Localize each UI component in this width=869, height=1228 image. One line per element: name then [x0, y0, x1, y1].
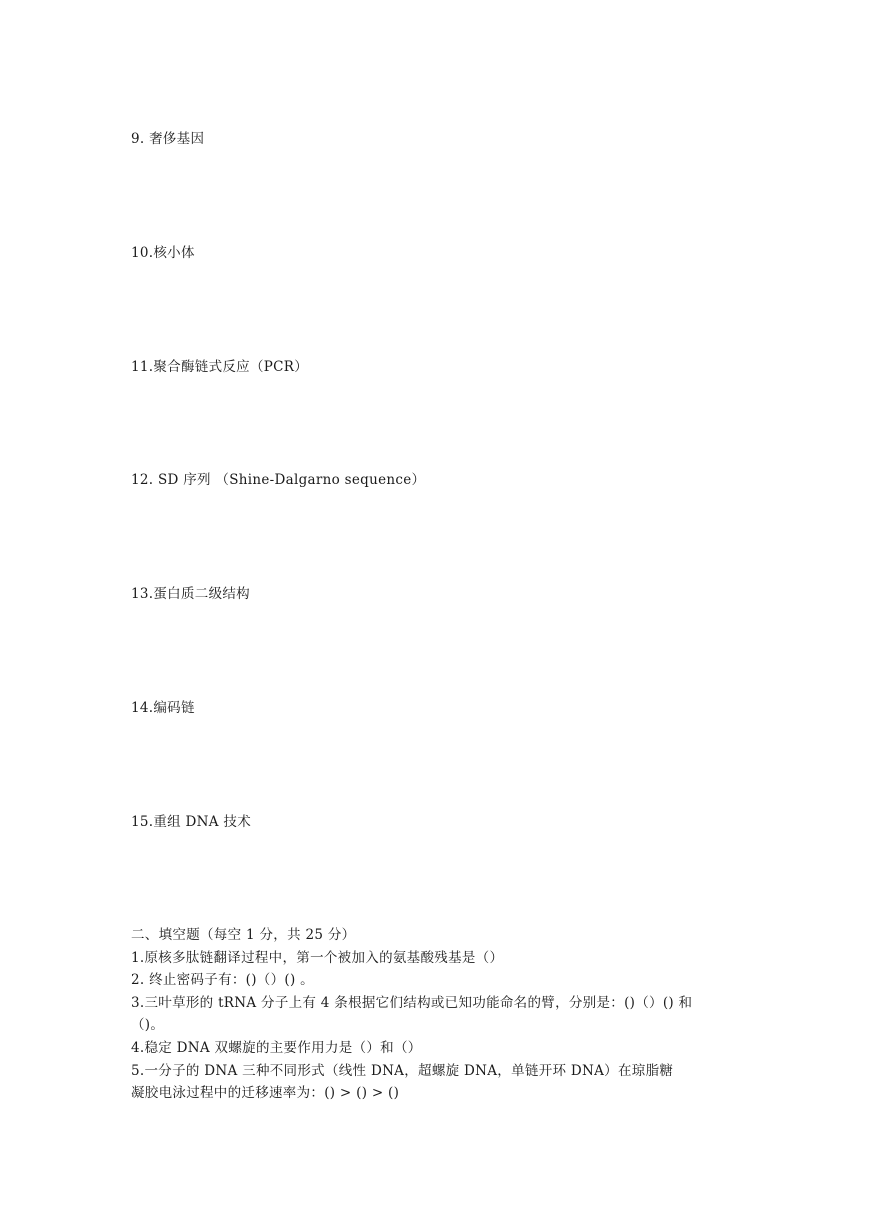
- term-12-sd-sequence: 12. SD 序列 （Shine-Dalgarno sequence）: [131, 472, 426, 488]
- question-3-line-2: （)。: [131, 1017, 165, 1034]
- term-10-nucleosome: 10.核小体: [131, 245, 195, 261]
- question-5-line-1: 5.一分子的 DNA 三种不同形式（线性 DNA，超螺旋 DNA，单链开环 DNA）在琼脂糖: [131, 1062, 674, 1079]
- section-heading: 二、填空题（每空 1 分，共 25 分）: [131, 927, 356, 943]
- term-11-pcr: 11.聚合酶链式反应（PCR）: [131, 359, 309, 375]
- question-4: 4.稳定 DNA 双螺旋的主要作用力是（）和（）: [131, 1039, 422, 1056]
- question-5-line-2: 凝胶电泳过程中的迁移速率为：() > () > (): [131, 1085, 400, 1102]
- term-15-recombinant-dna: 15.重组 DNA 技术: [131, 814, 252, 830]
- term-9-luxury-gene: 9. 奢侈基因: [131, 131, 205, 147]
- question-2: 2. 终止密码子有：()（）() 。: [131, 972, 314, 989]
- question-1: 1.原核多肽链翻译过程中，第一个被加入的氨基酸残基是（）: [131, 949, 504, 966]
- question-3-line-1: 3.三叶草形的 tRNA 分子上有 4 条根据它们结构或已知功能命名的臂，分别是：()（）() 和: [131, 994, 693, 1011]
- fill-in-section: [131, 924, 751, 1105]
- term-13-protein-secondary-structure: 13.蛋白质二级结构: [131, 586, 250, 602]
- term-14-coding-strand: 14.编码链: [131, 700, 195, 716]
